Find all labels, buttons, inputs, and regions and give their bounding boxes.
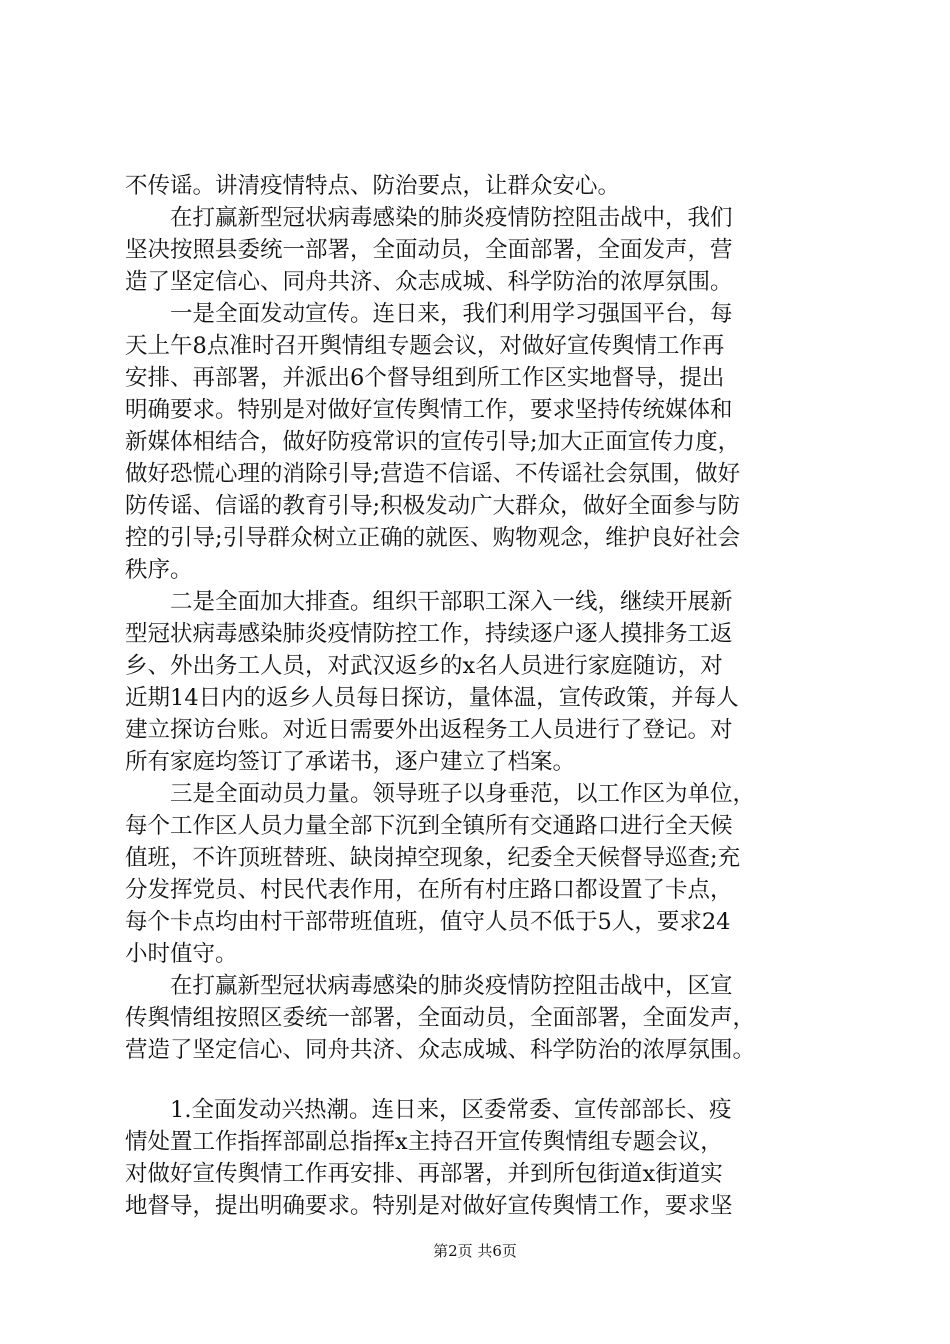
page-number-footer: 第2页 共6页: [433, 1242, 517, 1260]
text-line: 传舆情组按照区委统一部署，全面动员，全面部署，全面发声，: [125, 1005, 756, 1031]
text-line: 二是全面加大排查。组织干部职工深入一线，继续开展新: [125, 589, 733, 615]
text-line: 不传谣。讲清疫情特点、防治要点，让群众安心。: [125, 173, 621, 199]
text-line: 每个卡点均由村干部带班值班，值守人员不低于5人，要求24: [125, 909, 731, 935]
text-line: 近期14日内的返乡人员每日探访，量体温，宣传政策，并每人: [125, 685, 739, 711]
text-line: 控的引导;引导群众树立正确的就医、购物观念，维护良好社会: [125, 525, 741, 551]
text-line: 在打赢新型冠状病毒感染的肺炎疫情防控阻击战中，区宣: [125, 973, 733, 999]
text-line: 安排、再部署，并派出6个督导组到所工作区实地督导，提出: [125, 365, 725, 391]
text-line: 明确要求。特别是对做好宣传舆情工作，要求坚持传统媒体和: [125, 397, 733, 423]
text-line: 新媒体相结合，做好防疫常识的宣传引导;加大正面宣传力度，: [125, 429, 741, 455]
text-line: 情处置工作指挥部副总指挥x主持召开宣传舆情组专题会议，: [125, 1129, 723, 1155]
text-line: 坚决按照县委统一部署，全面动员，全面部署，全面发声，营: [125, 237, 733, 263]
text-line: 乡、外出务工人员，对武汉返乡的x名人员进行家庭随访，对: [125, 653, 723, 679]
text-line: 小时值守。: [125, 941, 238, 967]
text-line: 所有家庭均签订了承诺书，逐户建立了档案。: [125, 749, 576, 775]
text-line: 值班，不许顶班替班、缺岗掉空现象，纪委全天候督导巡查;充: [125, 845, 741, 871]
text-line: 做好恐慌心理的消除引导;营造不信谣、不传谣社会氛围，做好: [125, 461, 741, 487]
text-line: 分发挥党员、村民代表作用，在所有村庄路口都设置了卡点，: [125, 877, 733, 903]
text-line: 一是全面发动宣传。连日来，我们利用学习强国平台，每: [125, 301, 733, 327]
text-line: 1.全面发动兴热潮。连日来，区委常委、宣传部部长、疫: [125, 1097, 732, 1123]
text-line: 天上午8点准时召开舆情组专题会议，对做好宣传舆情工作再: [125, 333, 725, 359]
text-line: 秩序。: [125, 557, 193, 583]
text-line: 在打赢新型冠状病毒感染的肺炎疫情防控阻击战中，我们: [125, 205, 733, 231]
text-line: 三是全面动员力量。领导班子以身垂范，以工作区为单位，: [125, 781, 756, 807]
text-line: 型冠状病毒感染肺炎疫情防控工作，持续逐户逐人摸排务工返: [125, 621, 733, 647]
text-line: 地督导，提出明确要求。特别是对做好宣传舆情工作，要求坚: [125, 1193, 733, 1219]
text-line: 营造了坚定信心、同舟共济、众志成城、科学防治的浓厚氛围。: [125, 1037, 756, 1063]
text-line: 每个工作区人员力量全部下沉到全镇所有交通路口进行全天候: [125, 813, 733, 839]
text-line: 造了坚定信心、同舟共济、众志成城、科学防治的浓厚氛围。: [125, 269, 733, 295]
text-line: 建立探访台账。对近日需要外出返程务工人员进行了登记。对: [125, 717, 733, 743]
text-line: 对做好宣传舆情工作再安排、再部署，并到所包街道x街道实: [125, 1161, 723, 1187]
text-line: 防传谣、信谣的教育引导;积极发动广大群众，做好全面参与防: [125, 493, 741, 519]
